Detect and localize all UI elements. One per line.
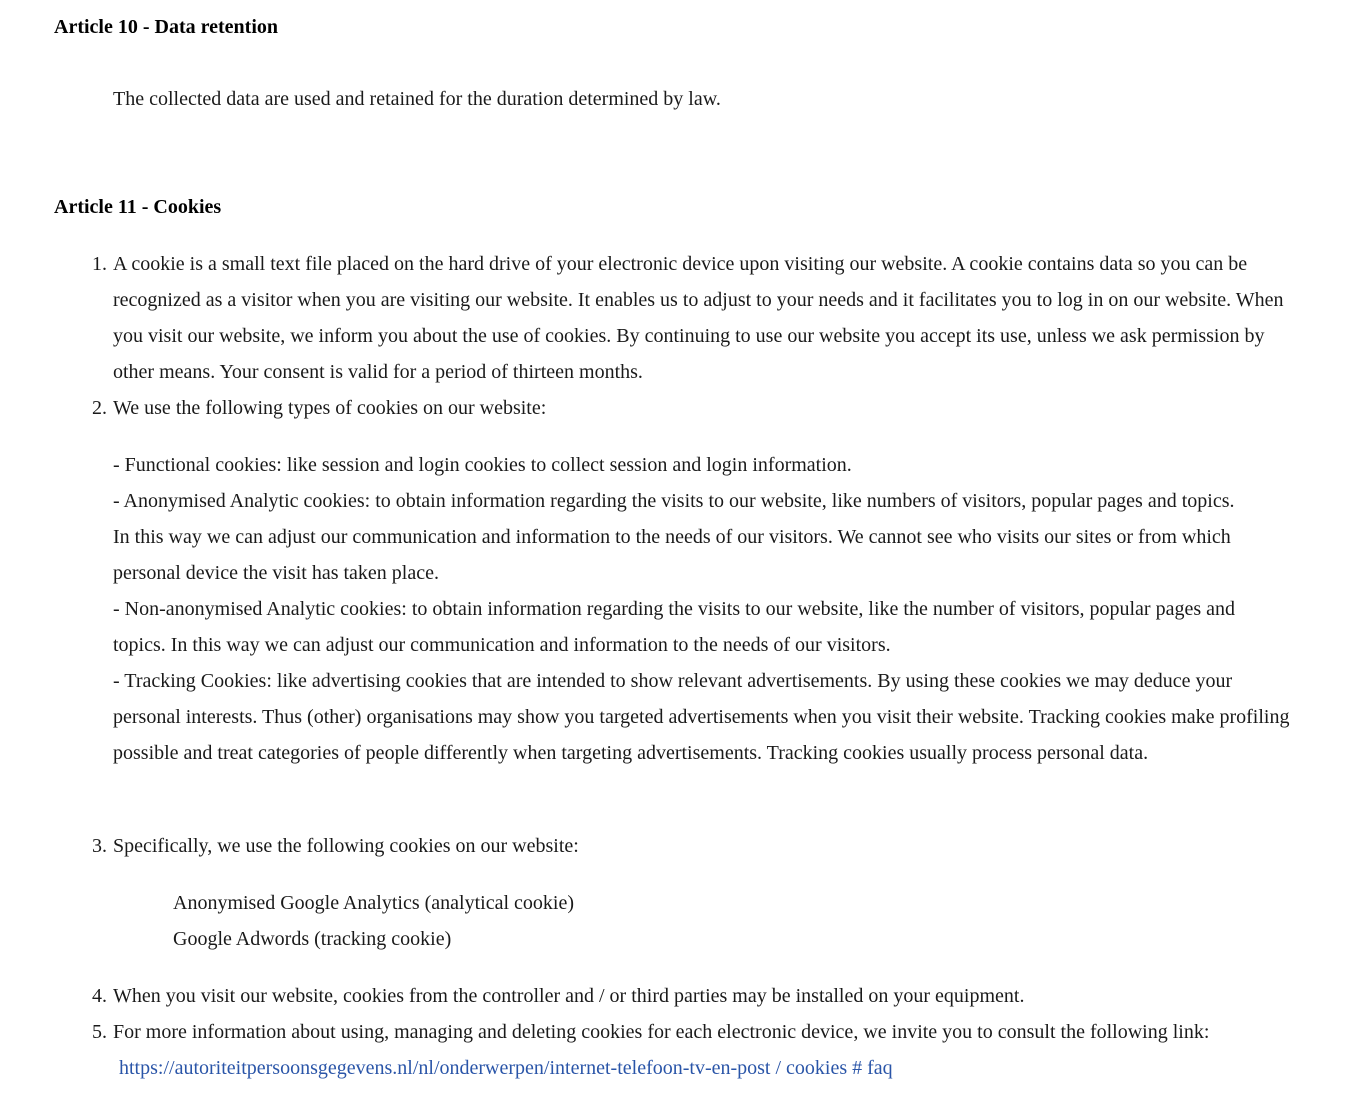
list-item-number: 3. — [92, 835, 107, 857]
list-item — [92, 828, 1293, 864]
list-item-number: 5. — [92, 1021, 107, 1043]
list-item-text: Specifically, we use the following cookies on our website: — [113, 835, 579, 857]
cookie-type-non-anonymised-analytic: - Non-anonymised Analytic cookies: to obtain information regarding the visits to our website, like the number of visitors, popular pages and topics. In this way we can adjust our communication and information to the needs of our visitors. — [113, 598, 1235, 656]
article-10-heading: Article 10 - Data retention — [54, 16, 279, 38]
list-item — [92, 246, 1288, 390]
list-item-number: 4. — [92, 985, 107, 1007]
specific-cookie-google-analytics: Anonymised Google Analytics (analytical cookie) — [173, 892, 575, 914]
specific-cookie-google-adwords: Google Adwords (tracking cookie) — [173, 928, 452, 950]
list-item-text: When you visit our website, cookies from the controller and / or third parties may be installed on your equipment. — [113, 985, 1025, 1007]
article-10-text: The collected data are used and retained for the duration determined by law. — [113, 88, 721, 110]
article-11-heading: Article 11 - Cookies — [54, 196, 222, 218]
list-item — [92, 390, 1293, 426]
cookie-type-functional: - Functional cookies: like session and login cookies to collect session and login information. — [113, 454, 852, 476]
cookies-faq-link[interactable]: https://autoriteitpersoonsgegevens.nl/nl/onderwerpen/internet-telefoon-tv-en-post / cookies # faq — [119, 1057, 893, 1079]
list-item-text: For more information about using, managing and deleting cookies for each electronic device, we invite you to consult the following link: — [113, 1021, 1210, 1043]
list-item-text: We use the following types of cookies on our website: — [113, 397, 547, 419]
cookie-type-tracking: - Tracking Cookies: like advertising cookies that are intended to show relevant advertisements. By using these cookies we may deduce your personal interests. Thus (other) organisations may show you targeted advertisements when you visit their website. Tracking cookies make profiling possible and treat categories of people differently when targeting advertisements. Tracking cookies usually process personal data. — [113, 670, 1290, 764]
list-item-number: 2. — [92, 397, 107, 419]
cookie-type-anonymised-analytic: - Anonymised Analytic cookies: to obtain information regarding the visits to our website, like numbers of visitors, popular pages and topics. In this way we can adjust our communication and information to the needs of our visitors. We cannot see who visits our sites or from which personal device the visit has taken place. — [113, 490, 1235, 584]
list-item-number: 1. — [92, 253, 107, 275]
list-item — [92, 978, 1293, 1014]
list-item-text: A cookie is a small text file placed on the hard drive of your electronic device upon visiting our website. A cookie contains data so you can be recognized as a visitor when you are visiting our website. It enables us to adjust to your needs and it facilitates you to log in on our website. When you visit our website, we inform you about the use of cookies. By continuing to use our website you accept its use, unless we ask permission by other means. Your consent is valid for a period of thirteen months. — [113, 253, 1284, 383]
list-item — [92, 1014, 1313, 1050]
